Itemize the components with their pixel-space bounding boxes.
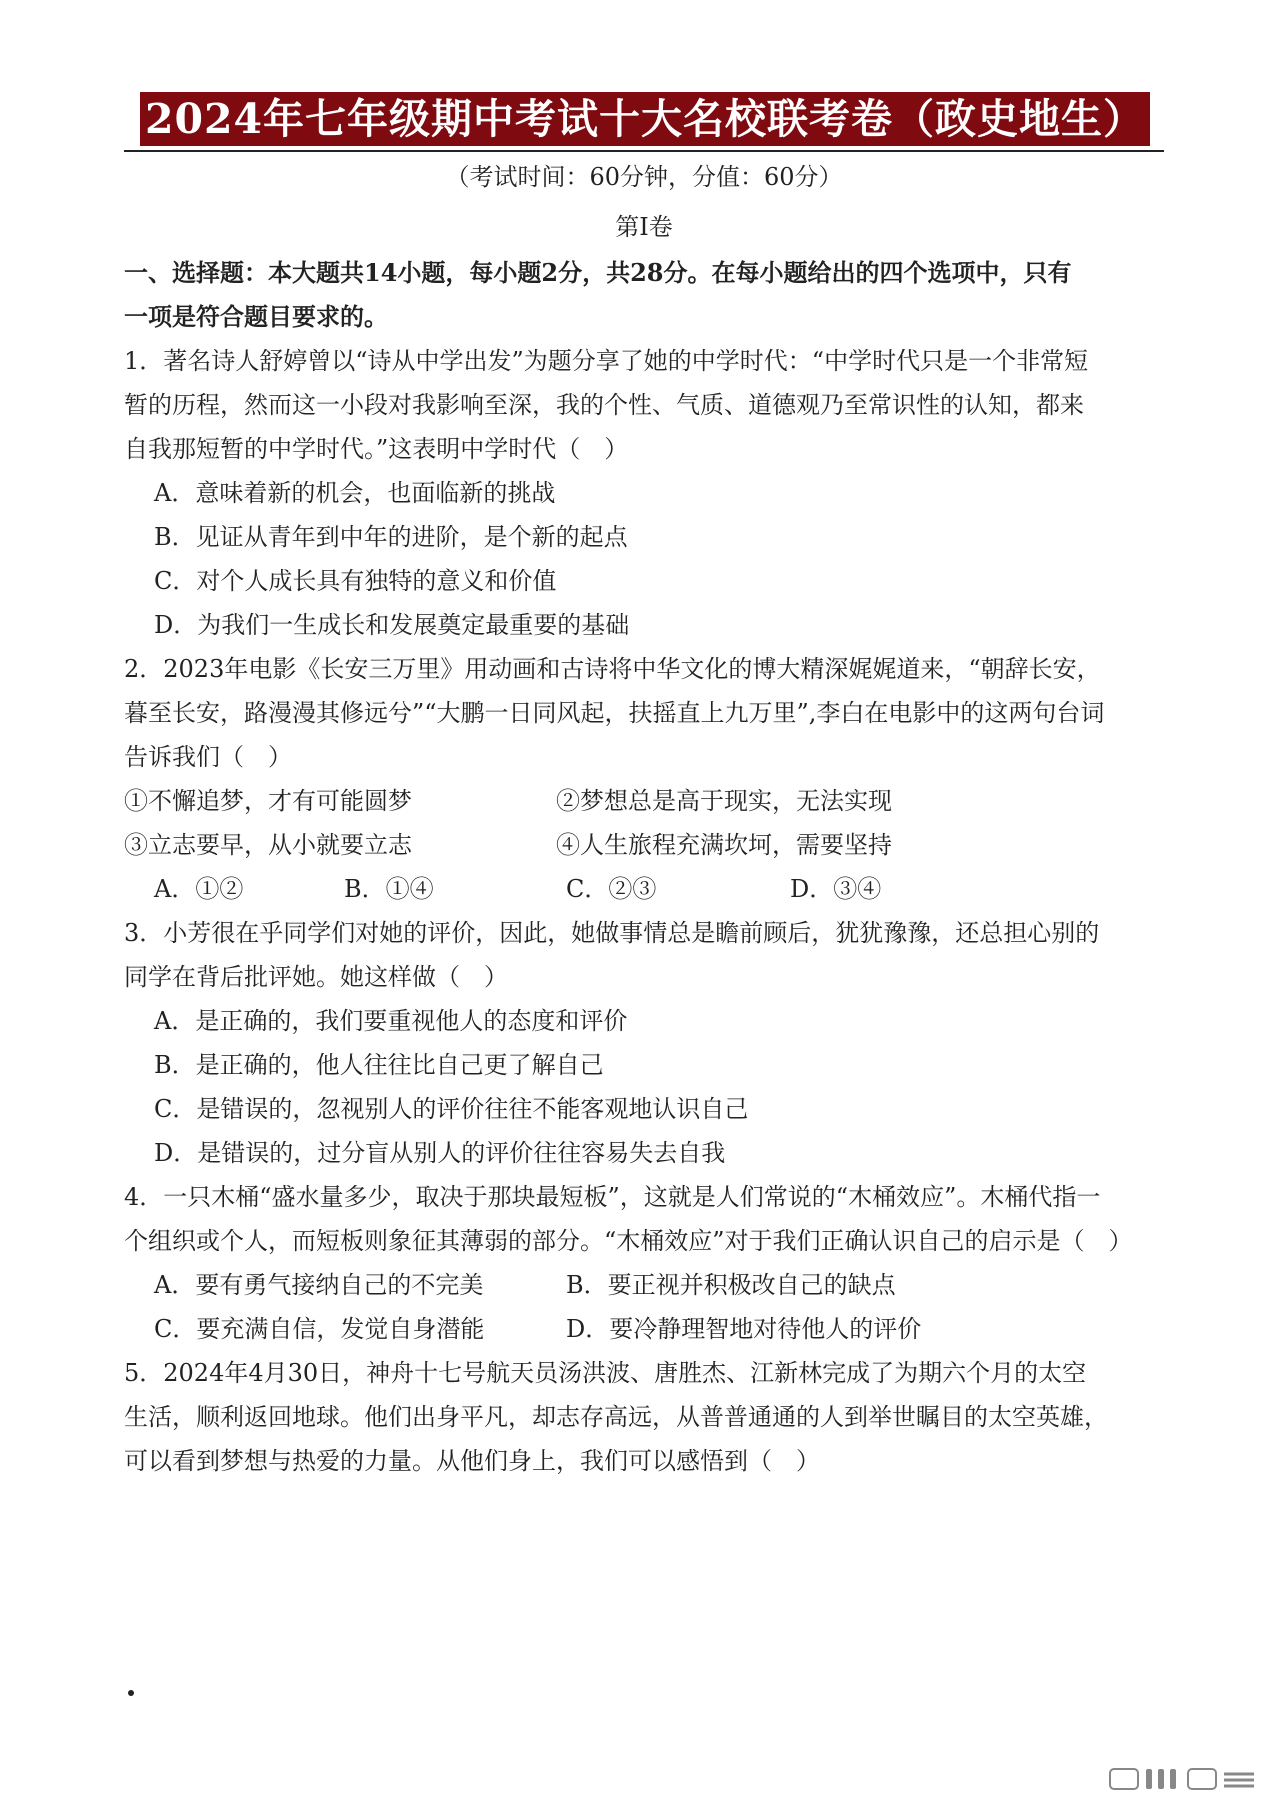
question-text: 暮至长安，路漫漫其修远兮”“大鹏一日同风起，扶摇直上九万里”,李白在电影中的这两句台词 (124, 699, 1105, 727)
option-c: C．要充满自信，发觉自身潜能 (154, 1315, 485, 1343)
option-c: C．是错误的，忽视别人的评价往往不能客观地认识自己 (154, 1095, 749, 1123)
exam-time-info: （考试时间：60分钟，分值：60分） (445, 163, 843, 191)
statement: ③立志要早，从小就要立志 (124, 831, 412, 859)
option-d: D．为我们一生成长和发展奠定最重要的基础 (154, 611, 630, 639)
option-b: B．是正确的，他人往往比自己更了解自己 (154, 1051, 604, 1079)
option-d: D．是错误的，过分盲从别人的评价往往容易失去自我 (154, 1139, 726, 1167)
option-a: A．是正确的，我们要重视他人的态度和评价 (154, 1007, 628, 1035)
bullet-mark (128, 1690, 134, 1696)
title-underline (124, 150, 1164, 152)
question-text: 可以看到梦想与热爱的力量。从他们身上，我们可以感悟到（ ） (124, 1447, 820, 1475)
option-d: D．要冷静理智地对待他人的评价 (566, 1315, 922, 1343)
option-a: A．①② (154, 875, 244, 903)
section-intro: 一、选择题：本大题共14小题，每小题2分，共28分。在每小题给出的四个选项中，只有 (124, 258, 1072, 287)
option-b: B．见证从青年到中年的进阶，是个新的起点 (154, 523, 628, 551)
page-title: 2024年七年级期中考试十大名校联考卷（政史地生） (144, 95, 1146, 143)
question-text: 3．小芳很在乎同学们对她的评价，因此，她做事情总是瞻前顾后，犹犹豫豫，还总担心别的 (124, 919, 1100, 947)
option-c: C．②③ (566, 875, 657, 903)
question-text: 2．2023年电影《长安三万里》用动画和古诗将中华文化的博大精深娓娓道来，“朝辞长安， (124, 655, 1101, 683)
statement: ①不懈追梦，才有可能圆梦 (124, 787, 412, 815)
question-text: 5．2024年4月30日，神舟十七号航天员汤洪波、唐胜杰、江新林完成了为期六个月的太空 (124, 1359, 1087, 1387)
option-a: A．要有勇气接纳自己的不完美 (154, 1271, 484, 1299)
volume-label: 第Ⅰ卷 (615, 213, 673, 241)
question-text: 4．一只木桶“盛水量多少，取决于那块最短板”，这就是人们常说的“木桶效应”。木桶代指一 (124, 1183, 1101, 1211)
page-control-icon[interactable] (1108, 1766, 1258, 1792)
question-text: 暂的历程，然而这一小段对我影响至深，我的个性、气质、道德观乃至常识性的认知，都来 (124, 391, 1084, 419)
question-text: 1．著名诗人舒婷曾以“诗从中学出发”为题分享了她的中学时代：“中学时代只是一个非常短 (124, 347, 1089, 375)
option-b: B．要正视并积极改自己的缺点 (566, 1271, 896, 1299)
option-c: C．对个人成长具有独特的意义和价值 (154, 567, 557, 595)
question-text: 同学在背后批评她。她这样做（ ） (124, 963, 508, 991)
question-text: 生活，顺利返回地球。他们出身平凡，却志存高远，从普普通通的人到举世瞩目的太空英雄， (124, 1403, 1108, 1431)
title-block (124, 90, 1164, 150)
statement: ②梦想总是高于现实，无法实现 (556, 787, 892, 815)
question-text: 个组织或个人，而短板则象征其薄弱的部分。“木桶效应”对于我们正确认识自己的启示是（ ） (124, 1227, 1133, 1255)
option-b: B．①④ (344, 875, 434, 903)
option-a: A．意味着新的机会，也面临新的挑战 (154, 479, 556, 507)
question-text: 告诉我们（ ） (124, 743, 292, 771)
section-intro: 一项是符合题目要求的。 (124, 302, 388, 331)
statement: ④人生旅程充满坎坷，需要坚持 (556, 831, 892, 859)
question-text: 自我那短暂的中学时代。”这表明中学时代（ ） (124, 435, 629, 463)
option-d: D．③④ (790, 875, 882, 903)
